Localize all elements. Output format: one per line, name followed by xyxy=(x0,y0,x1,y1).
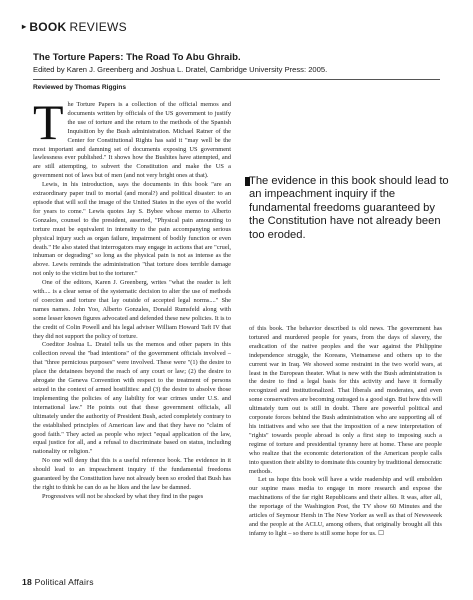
section-heading xyxy=(22,20,127,34)
paragraph: Coeditor Joshua L. Dratel tells us the memos and other papers in this collection reveal the "bad intentions" of the government officials involved – that "three pernicious purposes" were involved. These were "(1) the desire to place the detainees beyond the reach of any court or law; (2) the desire to abrogate the Geneva Convention with respect to the treatment of persons seized in the context of armed hostilities: and (3) the desire to absolve those implementing the policies of any liability for war crimes under U.S. and international law." He points out that these government officials, all ultimately under the authority of President Bush, acted completely contrary to the established principles of American law and that they have no "claim of good faith." They acted as people who reject "equal application of the law, equal justice for all, and a refusal to discriminate based on status, including nationality or religion." xyxy=(33,341,231,456)
paragraph-intro: The Torture Papers is a collection of the official memos and documents written by officials of the US government to justify the use of torture and the return to the methods of the Spanish Inquisition by the Bush administration. Michael Ratner of the Center for Constitutional Rights has said it "may well be the most important and damning set of documents exposing US government lawlessness ever published." It shows how the Bushites have attempted, and are still attempting, to subvert the Constitution and make the US a government not of laws but of men (and not very bright ones at that). xyxy=(33,101,231,180)
left-column xyxy=(33,101,231,571)
paragraph: of this book. The behavior described is old news. The government has tortured and murdered people for years, from the days of slavery, the eradication of the native peoples and the war against the Philippine independence struggle, the Koreans, Vietnamese and others up to the current war in Iraq. We showed some restraint in the two world wars, at least in the European theater. What is new with the Bush administration is the desire to find a legal basis for this activity and have it formally recognized and institutionalized. That liberals and moderates, and even some conservatives are becoming outraged is a good sign. But how this will ultimately turn out is still in doubt. There are powerful political and corporate forces behind the Bush administration who are supporting all of his initiatives and who see that the imposition of a new interpretation of "rights" towards people abroad is only a first step to imposing such a regime of torture and presidential tyranny here at home. These are people who realize that the economic deterioration of the American people calls into question their ability to dominate this country by traditional democratic methods. xyxy=(249,325,442,475)
paragraph: Let us hope this book will have a wide readership and will embolden our supine mass media to engage in more research and expose the machinations of the far right Republicans and their allies. It was, after all, the reportage of the Washington Post, the TV show 60 Minutes and the articles of Seymour Hersh in The New Yorker as well as that of Newsweek and the people at the ACLU, among others, that originally brought all this infamy to light – so there is still some hope for us. ☐ xyxy=(249,476,442,537)
page-footer xyxy=(22,577,94,587)
section-label-reviews: REVIEWS xyxy=(69,20,127,34)
paragraph: No one will deny that this is a useful reference book. The evidence in it should lead to an impeachment inquiry if the fundamental freedoms guaranteed by the Constitution have not already been so eroded that Bush has the right to think he can do as he likes and the law be damned. xyxy=(33,457,231,491)
reviewer-byline: Reviewed by Thomas Riggins xyxy=(33,84,127,91)
section-label-book: BOOK xyxy=(29,20,67,34)
paragraph: One of the editors, Karen J. Greenberg, writes "what the reader is left with.... is a clear sense of the systematic decision to alter the use of methods of coercion and torture that lay outside of accepted legal norms...." She names names. John Yoo, Alberto Gonzales, Donald Rumsfeld along with some lesser known figures advocated and defended these new policies. It is to the credit of Colin Powell and his legal adviser William Howard Taft IV that they did not support the policy of torture. xyxy=(33,279,231,340)
pull-quote: The evidence in this book should lead to an impeachment inquiry if the fundamental freedoms guaranteed by the Constitution have not already been too eroded. xyxy=(249,175,449,241)
publication-name: Political Affairs xyxy=(34,577,94,587)
drop-cap: T xyxy=(33,101,64,150)
right-column xyxy=(249,325,442,565)
header-divider xyxy=(33,79,440,80)
section-marker-icon: ▸ xyxy=(22,22,27,31)
paragraph: Progressives will not be shocked by what they find in the pages xyxy=(42,492,204,500)
paragraph: Lewis, in his introduction, says the documents in this book "are an extraordinary paper trail to mortal (and moral?) and political disaster: to an episode that will soil the image of the United States in the eyes of the world for years to come." Lewis quotes Jay S. Bybee whose memo to Alberto Gonzales, counsel to the president, asserted, "Physical pain amounting to torture must be equivalent in intensity to the pain accompanying serious physical injury such as organ failure, impairment of bodily function or even death." He also stated that interrogators may engage in actions that are "cruel, inhuman or degrading" so long as the physical pain is not as intense as the above. Lewis reminds the administration "that torture does terrible damage not only to the victim but to the torturer." xyxy=(33,181,231,278)
article-credit: Edited by Karen J. Greenberg and Joshua L. Dratel, Cambridge University Press: 2005. xyxy=(33,65,328,74)
page-number: 18 xyxy=(22,577,32,587)
article-title: The Torture Papers: The Road To Abu Ghraib. xyxy=(33,52,241,63)
